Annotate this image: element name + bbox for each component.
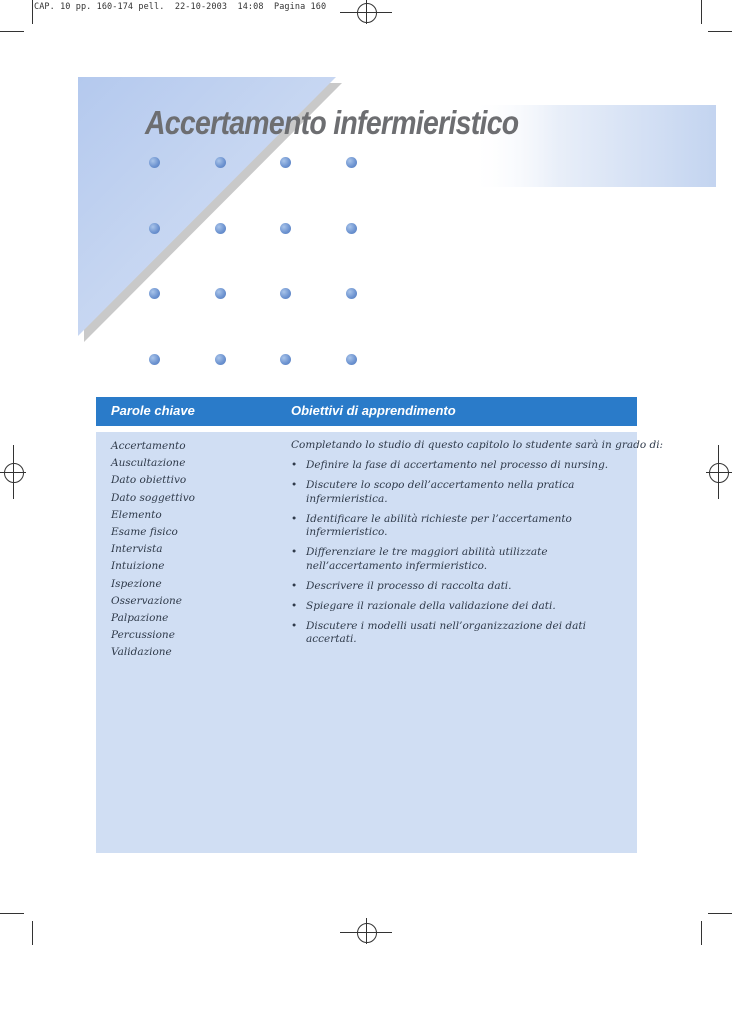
decorative-dot <box>346 288 357 299</box>
objective-item <box>291 580 621 594</box>
decorative-dot <box>149 354 160 365</box>
decorative-dot <box>280 354 291 365</box>
chapter-title: Accertamento infermieristico <box>145 104 519 141</box>
decorative-dot <box>149 288 160 299</box>
objective-item <box>291 459 621 473</box>
decorative-dot <box>149 157 160 168</box>
keyword-item: Intuizione <box>111 560 165 573</box>
objectives-intro: Completando lo studio di questo capitolo lo studente sarà in grado di: <box>291 439 664 451</box>
decorative-dot <box>215 157 226 168</box>
objective-text: Descrivere il processo di raccolta dati. <box>306 579 512 592</box>
objective-item <box>291 600 621 614</box>
objectives-list <box>291 459 621 653</box>
decorative-dot <box>280 288 291 299</box>
decorative-dot <box>346 157 357 168</box>
keyword-item: Percussione <box>111 629 175 642</box>
keyword-item: Osservazione <box>111 594 182 607</box>
bullet-icon: • <box>291 512 298 525</box>
keyword-item: Palpazione <box>111 611 169 624</box>
objective-text: Definire la fase di accertamento nel processo di nursing. <box>306 459 609 471</box>
bullet-icon: • <box>291 459 298 471</box>
decorative-dot <box>346 223 357 234</box>
objectives-heading: Obiettivi di apprendimento <box>291 403 456 418</box>
keyword-item: Ispezione <box>111 577 162 590</box>
objective-item <box>291 479 621 506</box>
keyword-item: Validazione <box>111 646 172 659</box>
keyword-item: Dato soggettivo <box>111 491 195 504</box>
keyword-item: Dato obiettivo <box>111 474 187 487</box>
objective-text: Identificare le abilità richieste per l’accertamento infermieristico. <box>306 512 572 538</box>
decorative-dot <box>215 288 226 299</box>
keyword-item: Accertamento <box>111 440 186 452</box>
hero-graphic <box>0 0 732 400</box>
keywords-list <box>111 439 195 662</box>
panel-header <box>96 397 637 426</box>
bullet-icon: • <box>291 479 298 491</box>
decorative-dot <box>280 157 291 168</box>
bullet-icon: • <box>291 619 298 632</box>
decorative-dot <box>280 223 291 234</box>
decorative-dot <box>215 354 226 365</box>
keywords-heading: Parole chiave <box>111 403 195 418</box>
objective-text: Discutere lo scopo dell’accertamento nella pratica infermieristica. <box>306 479 575 505</box>
decorative-dot <box>346 354 357 365</box>
bullet-icon: • <box>291 546 298 558</box>
objective-text: Discutere i modelli usati nell’organizzazione dei dati accertati. <box>306 619 586 645</box>
decorative-dot <box>149 223 160 234</box>
objective-text: Spiegare il razionale della validazione dei dati. <box>306 599 556 612</box>
objective-item <box>291 513 621 540</box>
keyword-item: Esame fisico <box>111 525 178 538</box>
objective-item <box>291 620 621 647</box>
decorative-dot <box>215 223 226 234</box>
keyword-item: Auscultazione <box>111 457 186 470</box>
print-slug: CAP. 10 pp. 160-174 pell. 22-10-2003 14:08 Pagina 160 <box>34 2 327 12</box>
keyword-item: Intervista <box>111 543 163 556</box>
bullet-icon: • <box>291 579 298 592</box>
bullet-icon: • <box>291 599 298 612</box>
objective-item <box>291 546 621 573</box>
objective-text: Differenziare le tre maggiori abilità utilizzate nell’accertamento infermieristico. <box>306 546 548 572</box>
keyword-item: Elemento <box>111 508 162 521</box>
